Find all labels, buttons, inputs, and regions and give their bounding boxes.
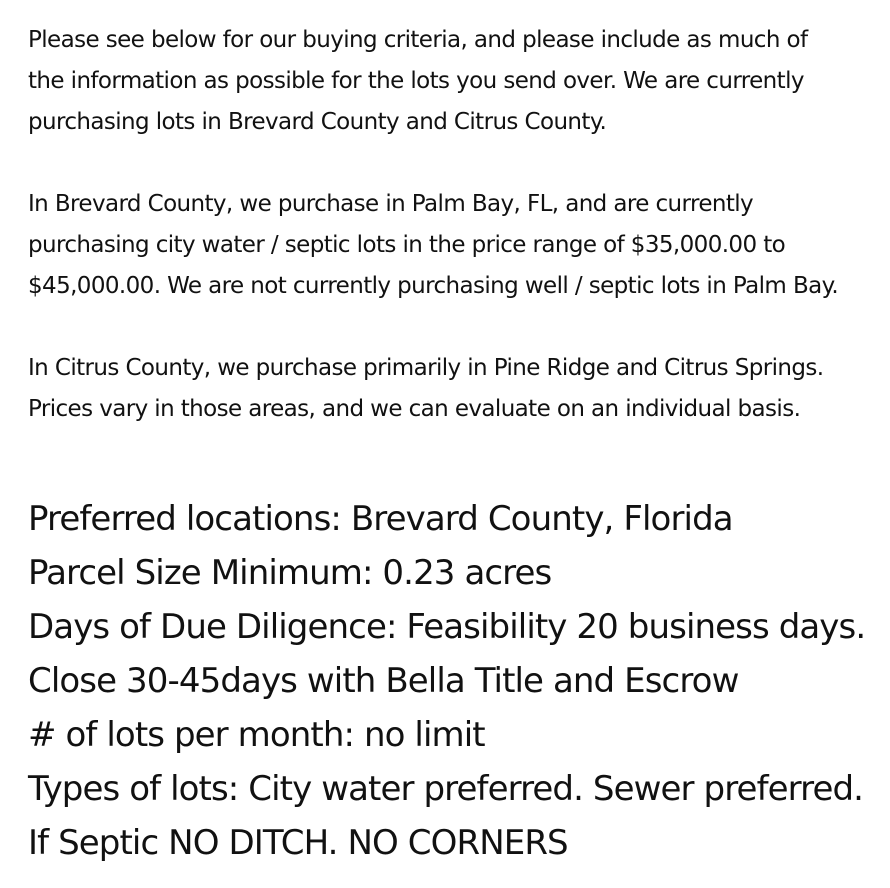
citrus-line: Prices vary in those areas, and we can evaluate on an individual basis. — [28, 396, 801, 422]
intro-paragraph — [28, 20, 890, 143]
septic-requirements: If Septic NO DITCH. NO CORNERS — [28, 823, 568, 863]
citrus-paragraph — [28, 348, 890, 430]
intro-line: the information as possible for the lots you send over. We are currently — [28, 68, 804, 94]
due-diligence-days: Days of Due Diligence: Feasibility 20 business days. — [28, 607, 866, 647]
brevard-line: purchasing city water / septic lots in the price range of $35,000.00 to — [28, 232, 786, 258]
buying-criteria-list — [28, 492, 890, 870]
preferred-locations: Preferred locations: Brevard County, Florida — [28, 499, 733, 539]
document-body — [28, 20, 890, 870]
parcel-size-minimum: Parcel Size Minimum: 0.23 acres — [28, 553, 552, 593]
brevard-line: $45,000.00. We are not currently purchasing well / septic lots in Palm Bay. — [28, 273, 839, 299]
brevard-paragraph — [28, 184, 890, 307]
brevard-line: In Brevard County, we purchase in Palm Bay, FL, and are currently — [28, 191, 754, 217]
lots-per-month: # of lots per month: no limit — [28, 715, 485, 755]
intro-line: purchasing lots in Brevard County and Citrus County. — [28, 109, 607, 135]
citrus-line: In Citrus County, we purchase primarily in Pine Ridge and Citrus Springs. — [28, 355, 824, 381]
intro-line: Please see below for our buying criteria, and please include as much of — [28, 27, 808, 53]
closing-terms: Close 30-45days with Bella Title and Escrow — [28, 661, 739, 701]
types-of-lots: Types of lots: City water preferred. Sewer preferred. — [28, 769, 864, 809]
